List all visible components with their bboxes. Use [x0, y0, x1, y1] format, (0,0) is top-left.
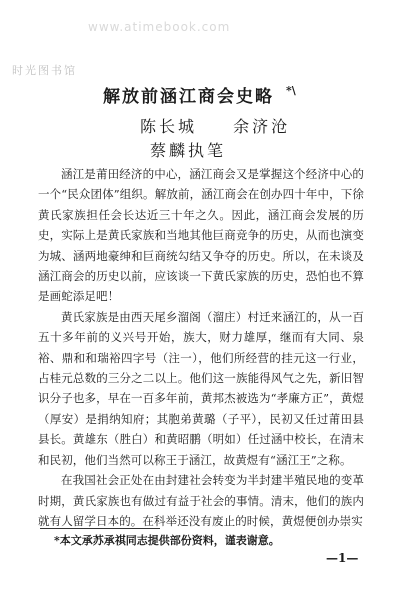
author-name: 陈长城: [140, 117, 198, 136]
watermark-site: 时光图书馆: [12, 64, 77, 77]
paragraph: 在我国社会正处在由封建社会转变为半封建半殖民地的变革时期，黄氏家族也有做过有益于社会的事情。清末，他们的族内就有人留学日本的。在科举还没有废止的时候，黄煜便创办崇实: [38, 473, 364, 528]
paragraph: 黄氏家族是由西天尾乡溜阁（溜庄）村迁来涵江的，从一百五十多年前的义兴号开始，族大，财力雄厚，继而有大同、泉裕、鼎和和瑞裕四字号（注一），他们所经营的挂元这一行业，占桂元总数的三分之二以上。他们这一族能得风气之先，新旧智识分子也多，早在一百多年前，黄邦杰被选为“孝廉方正”，黄煜（厚安）是捐纳知府；其胞弟黄璐（子平），民初又任过莆田县县长。黄雄东（胜白）和黄昭鹏（明如）任过涵中校长，在清末和民初，他们当然可以称王于涵江，故黄煜有“涵江王”之称。: [38, 309, 364, 467]
footnote: *本文承苏承祺同志提供部份资料，谨表谢意。: [54, 534, 280, 547]
watermark-domain: www.atimebook.com: [88, 20, 231, 34]
article-title: 解放前涵江商会史略: [103, 87, 274, 107]
article-body: [38, 164, 364, 531]
author-line: [140, 114, 340, 137]
author-name: 余济沧: [233, 117, 291, 136]
title-footnote-mark: *\: [286, 84, 296, 97]
paragraph: 涵江是莆田经济的中心，涵江商会又是掌握这个经济中心的一个“民众团体”组织。解放前，涵江商会在创办四十年中，下徐黄氏家族担任会长达近三十年之久。因此，涵江商会发展的历史，实际上是黄氏家族和当地其他巨商竞争的历史，从而也演变为城、涵两地豪绅和巨商统勾结又争夺的历史。所以，在未谈及涵江商会的历史以前，应该谈一下黄氏家族的历史，恐怕也不算是画蛇添足吧！: [38, 167, 364, 304]
footnote-divider: [40, 528, 160, 529]
page-number: —1—: [326, 551, 359, 565]
byline: 蔡麟执笔: [150, 141, 227, 160]
